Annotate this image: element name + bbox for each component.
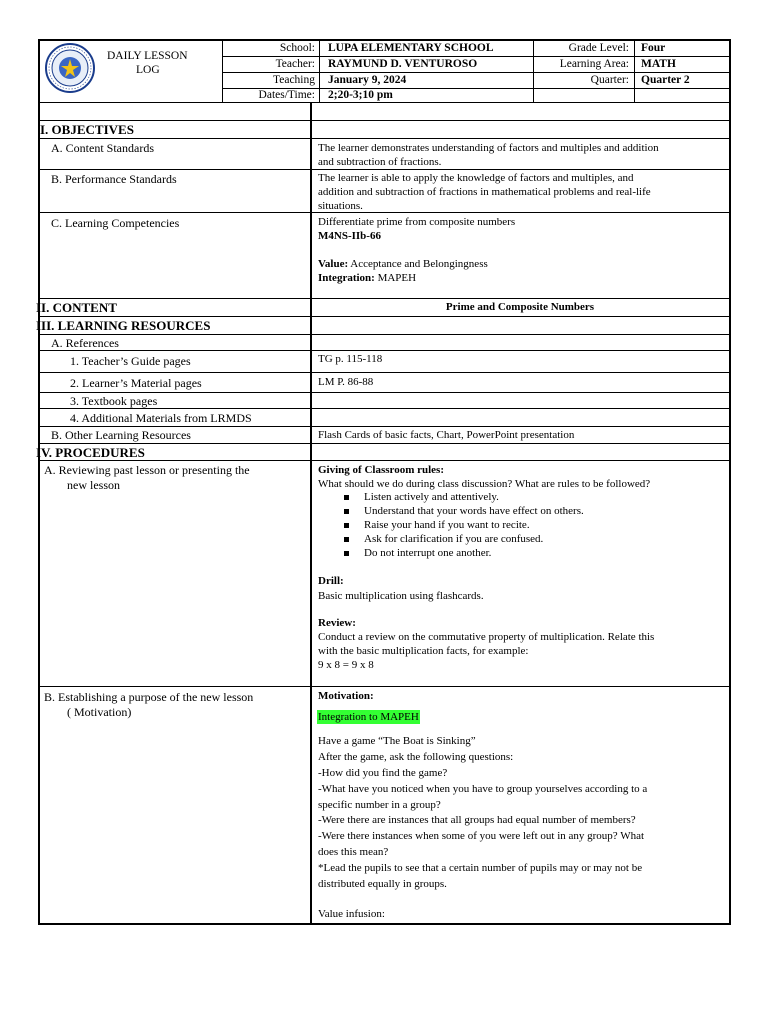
quarter-label: Quarter: <box>590 74 629 86</box>
motivation-line2: After the game, ask the following questions: <box>318 751 514 763</box>
lm-label: 2. Learner’s Material pages <box>70 376 202 390</box>
rules-question: What should we do during class discussion? What are rules to be followed? <box>318 478 651 490</box>
value-line <box>318 257 488 271</box>
motivation-line4b: specific number in a group? <box>318 799 441 811</box>
lm-value: LM P. 86-88 <box>318 376 374 388</box>
value-text: Acceptance and Belongingness <box>348 258 488 270</box>
teacher-label: Teacher: <box>275 58 315 70</box>
school-value: LUPA ELEMENTARY SCHOOL <box>328 42 494 54</box>
rules-title: Giving of Classroom rules: <box>318 464 444 476</box>
area-value: MATH <box>641 58 676 70</box>
procedures-heading: IV. PROCEDURES <box>36 445 145 460</box>
integration-highlight: Integration to MAPEH <box>318 711 419 723</box>
list-item: Understand that your words have effect on others. <box>318 504 584 518</box>
lrmds-label: 4. Additional Materials from LRMDS <box>70 411 252 425</box>
references-label: A. References <box>51 336 119 350</box>
rules-list <box>318 490 584 560</box>
log-title-line1: DAILY LESSON <box>107 50 188 62</box>
list-item: Listen actively and attentively. <box>318 490 584 504</box>
procedure-a-label-line1: A. Reviewing past lesson or presenting the <box>44 463 250 477</box>
motivation-line7b: distributed equally in groups. <box>318 878 447 890</box>
review-line3: 9 x 8 = 9 x 8 <box>318 659 374 671</box>
performance-standards-line2: addition and subtraction of fractions in mathematical problems and real-life <box>318 186 651 198</box>
content-standards-line2: and subtraction of fractions. <box>318 156 442 168</box>
drill-text: Basic multiplication using flashcards. <box>318 590 484 602</box>
objectives-heading: I. OBJECTIVES <box>40 122 134 137</box>
teaching-label: Teaching <box>273 74 315 86</box>
learning-competencies-label: C. Learning Competencies <box>51 216 180 230</box>
integration-line <box>318 271 416 285</box>
bullet-square-icon <box>344 537 349 542</box>
bullet-square-icon <box>344 509 349 514</box>
motivation-line1: Have a game “The Boat is Sinking” <box>318 735 476 747</box>
procedure-b-label-line2: ( Motivation) <box>67 705 132 719</box>
content-heading: II. CONTENT <box>36 300 117 315</box>
list-item: Ask for clarification if you are confused. <box>318 532 584 546</box>
integration-label: Integration: <box>318 272 375 284</box>
teacher-value: RAYMUND D. VENTUROSO <box>328 58 478 70</box>
grade-label: Grade Level: <box>568 42 629 54</box>
tg-label: 1. Teacher’s Guide pages <box>70 354 191 368</box>
tg-value: TG p. 115-118 <box>318 353 383 365</box>
performance-standards-label: B. Performance Standards <box>51 172 177 186</box>
drill-title: Drill: <box>318 575 344 587</box>
area-label: Learning Area: <box>559 58 629 70</box>
content-topic: Prime and Composite Numbers <box>445 301 595 313</box>
review-line1: Conduct a review on the commutative property of multiplication. Relate this <box>318 631 655 643</box>
value-label: Value: <box>318 258 349 270</box>
content-standards-label: A. Content Standards <box>51 141 154 155</box>
other-resources-label: B. Other Learning Resources <box>51 428 191 442</box>
log-title-line2: LOG <box>136 64 160 76</box>
content-standards-line1: The learner demonstrates understanding of factors and multiples and addition <box>318 142 659 154</box>
motivation-line4a: -What have you noticed when you have to group yourselves according to a <box>318 783 648 795</box>
bullet-square-icon <box>344 523 349 528</box>
other-resources-value: Flash Cards of basic facts, Chart, PowerPoint presentation <box>318 429 575 441</box>
quarter-value: Quarter 2 <box>641 74 690 86</box>
competency-text: Differentiate prime from composite numbers <box>318 216 516 228</box>
review-title: Review: <box>318 617 356 629</box>
bullet-square-icon <box>344 551 349 556</box>
grade-value: Four <box>641 42 666 54</box>
bullet-square-icon <box>344 495 349 500</box>
motivation-title: Motivation: <box>318 690 374 702</box>
motivation-line7a: *Lead the pupils to see that a certain number of pupils may or may not be <box>318 862 643 874</box>
performance-standards-line3: situations. <box>318 200 363 212</box>
procedure-a-label-line2: new lesson <box>67 478 120 492</box>
dates-value: 2;20-3;10 pm <box>328 89 393 101</box>
motivation-line6a: -Were there instances when some of you were left out in any group? What <box>318 830 645 842</box>
school-label: School: <box>279 42 315 54</box>
motivation-line6b: does this mean? <box>318 846 389 858</box>
dates-label: Dates/Time: <box>258 89 315 101</box>
list-item: Raise your hand if you want to recite. <box>318 518 584 532</box>
motivation-line3: -How did you find the game? <box>318 767 448 779</box>
motivation-line5: -Were there are instances that all groups had equal number of members? <box>318 814 636 826</box>
procedure-b-label-line1: B. Establishing a purpose of the new lesson <box>44 690 254 704</box>
performance-standards-line1: The learner is able to apply the knowledge of factors and multiples, and <box>318 172 634 184</box>
deped-seal-icon <box>44 42 96 94</box>
review-line2: with the basic multiplication facts, for example: <box>318 645 529 657</box>
integration-text: MAPEH <box>374 272 417 284</box>
list-item: Do not interrupt one another. <box>318 546 584 560</box>
textbook-label: 3. Textbook pages <box>70 394 158 408</box>
competency-code: M4NS-IIb-66 <box>318 230 381 242</box>
teaching-value: January 9, 2024 <box>328 74 407 86</box>
value-infusion-label: Value infusion: <box>318 908 385 920</box>
resources-heading: III. LEARNING RESOURCES <box>36 318 211 333</box>
